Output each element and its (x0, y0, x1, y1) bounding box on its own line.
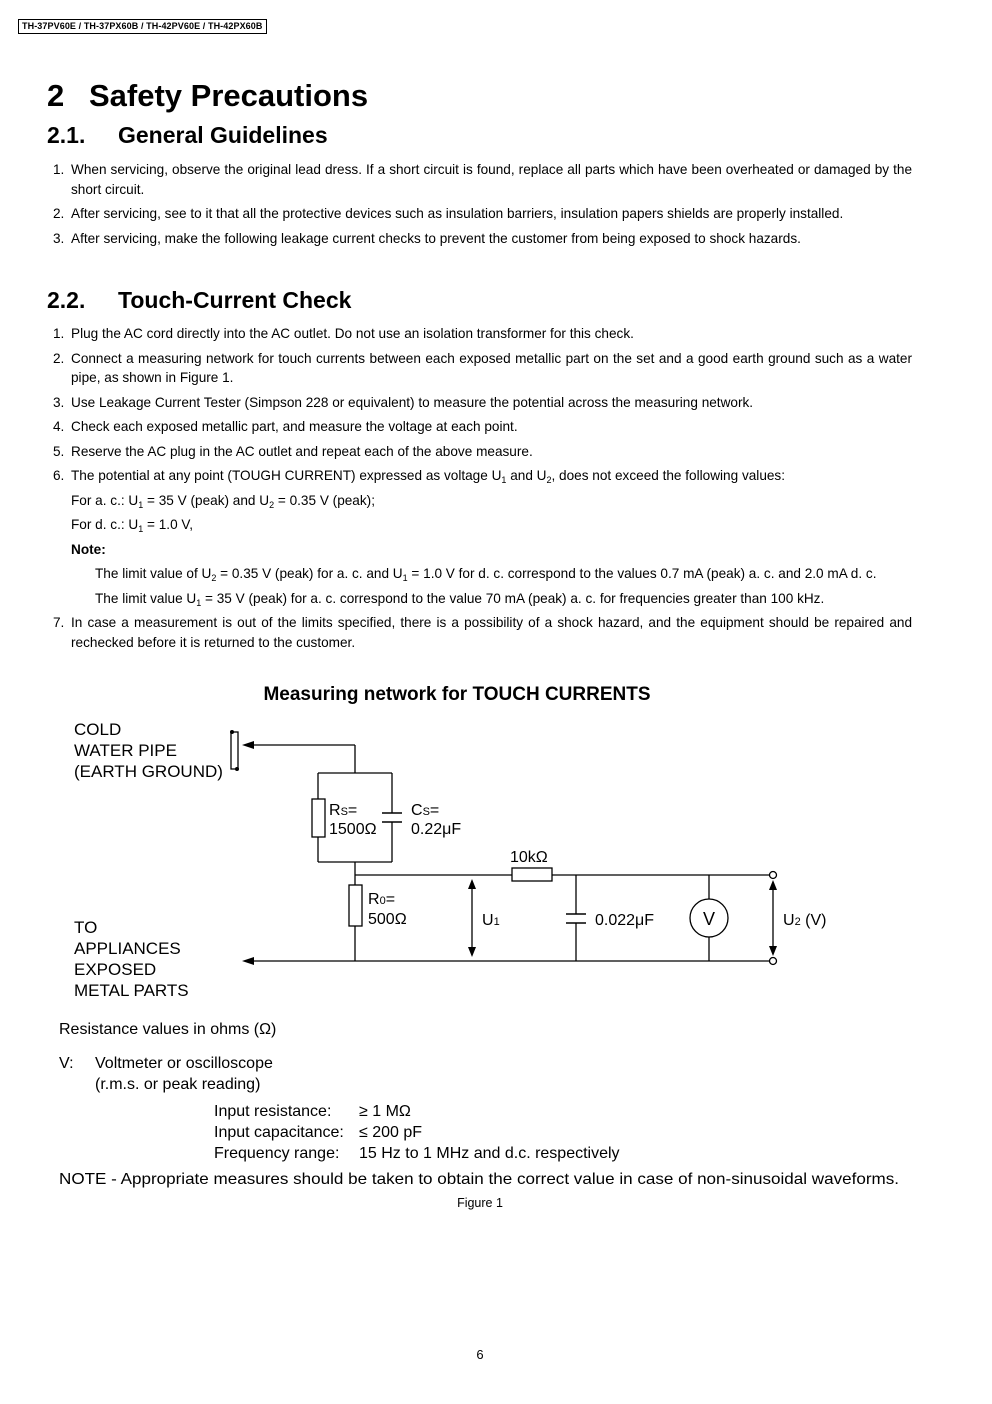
subscript: 1 (493, 916, 500, 928)
list-item: 7. In case a measurement is out of the limits specified, there is a possibility of a shock hazard, and the equipment should be repaired and rechecked before it is returned to the customer. (53, 615, 912, 650)
subscript: S (422, 806, 430, 818)
voltmeter-desc-1: Voltmeter or oscilloscope (95, 1055, 273, 1072)
subscript: 1 (501, 475, 507, 485)
terminal-bottom (770, 958, 777, 965)
chapter-number: 2 (47, 78, 65, 113)
list-item: 3. After servicing, make the following leakage current checks to prevent the customer from being exposed to shock hazards. (53, 230, 801, 246)
subscript: 1 (138, 499, 144, 510)
section-number: 2.2. (47, 287, 86, 313)
list-item-text: Connect a measuring network for touch currents between each exposed metallic part on the set and a good earth ground such as a water pipe, as shown in Figure 1. (71, 350, 912, 385)
list-item: 1. Plug the AC cord directly into the AC outlet. Do not use an isolation transformer for this check. (53, 326, 634, 341)
rs-value: 1500Ω (329, 821, 377, 838)
c022-label: 0.022μF (595, 912, 655, 929)
label-line: EXPOSED (74, 960, 157, 979)
text-part: The limit value of U (95, 566, 212, 581)
model-header: TH-37PV60E / TH-37PX60B / TH-42PV60E / TH-42PX60B (18, 19, 267, 34)
subscript: 2 (546, 475, 552, 485)
u2-label (783, 912, 826, 929)
list-item: 6. The potential at any point (TOUGH CURRENT) expressed as voltage $U_1$ and $U_2$, does not exceed the following values: (53, 468, 786, 485)
subscript: 1 (138, 524, 144, 534)
r0-label (368, 891, 395, 908)
list-item-text: Plug the AC cord directly into the AC outlet. Do not use an isolation transformer for this check. (71, 326, 634, 341)
text-part: = 0.35 V (peak) for a. c. and U (216, 566, 403, 581)
r10k-label: 10kΩ (510, 849, 548, 866)
spec-value: ≥ 1 MΩ (359, 1103, 411, 1120)
section-title-text: General Guidelines (118, 122, 328, 148)
components (312, 799, 777, 965)
subscript: 2 (211, 573, 217, 583)
label-line: WATER PIPE (74, 741, 177, 760)
subscript: 2 (794, 916, 801, 928)
appliances-label (74, 918, 189, 1000)
r0-value: 500Ω (368, 911, 407, 928)
cs-label (411, 802, 439, 819)
text-part: The potential at any point (TOUGH CURRENT) expressed as voltage U (71, 468, 502, 483)
label-line: (EARTH GROUND) (74, 762, 223, 781)
list-item-text: After servicing, make the following leakage current checks to prevent the customer from being exposed to shock hazards. (71, 230, 801, 246)
list-item: 5. Reserve the AC plug in the AC outlet and repeat each of the above measure. (53, 443, 533, 459)
list-item-text: After servicing, see to it that all the protective devices such as insulation barriers, insulation papers shields are properly installed. (71, 206, 844, 221)
text-part: and U (506, 468, 547, 483)
label-line: METAL PARTS (74, 981, 189, 1000)
eq-sign: = (385, 891, 396, 908)
text-part: For d. c.: U (71, 517, 139, 532)
resistance-note: Resistance values in ohms (Ω) (59, 1021, 277, 1038)
subscript: S (340, 806, 348, 818)
text-part: , does not exceed the following values: (551, 468, 786, 483)
spec-value: ≤ 200 pF (359, 1124, 423, 1141)
spec-label: Input capacitance: (214, 1124, 344, 1141)
cs-value: 0.22μF (411, 821, 462, 838)
section-title-text: Touch-Current Check (118, 287, 352, 313)
voltmeter-desc-2: (r.m.s. or peak reading) (95, 1076, 261, 1093)
text-part: = 0.35 V (peak); (274, 492, 375, 508)
spec-value: 15 Hz to 1 MHz and d.c. respectively (359, 1145, 620, 1162)
text-part: For a. c.: U (71, 492, 139, 508)
u2-unit: (V) (800, 912, 827, 929)
note-label: Note: (71, 541, 106, 557)
u1-label (482, 912, 500, 929)
list-item-text: Reserve the AC plug in the AC outlet and repeat each of the above measure. (71, 443, 533, 459)
chapter-title-text: Safety Precautions (89, 78, 369, 113)
cs-letter: C (411, 802, 423, 819)
subscript: 1 (402, 573, 408, 583)
section-number: 2.1. (47, 122, 86, 148)
list-item-text: Check each exposed metallic part, and measure the voltage at each point. (71, 419, 518, 434)
list-item-text: When servicing, observe the original lead dress. If a short circuit is found, replace all parts which have been overheated or damaged by the short circuit. (71, 162, 912, 197)
subscript: 2 (269, 499, 275, 510)
list-item: 3. Use Leakage Current Tester (Simpson 228 or equivalent) to measure the potential across the measuring network. (53, 394, 754, 410)
label-line: APPLIANCES (74, 939, 181, 958)
resistor-10k (512, 868, 552, 881)
rs-label (329, 802, 357, 819)
figure-title: Measuring network for TOUCH CURRENTS (263, 684, 651, 705)
u-letter: U (482, 912, 494, 929)
r0-letter: R (368, 891, 380, 908)
spec-label: Frequency range: (214, 1145, 340, 1162)
text-part: = 1.0 V, (143, 517, 194, 532)
pipe-symbol (231, 732, 238, 769)
subscript: 0 (379, 895, 386, 907)
resistor-rs (312, 799, 325, 837)
resistor-r0 (349, 885, 362, 926)
list-item: 4. Check each exposed metallic part, and measure the voltage at each point. (53, 419, 518, 434)
spec-label: Input resistance: (214, 1103, 332, 1120)
figure-note: NOTE - Appropriate measures should be taken to obtain the correct value in case of non-sinusoidal waveforms. (59, 1171, 900, 1188)
u-letter: U (783, 912, 795, 929)
voltmeter-label: V (702, 909, 716, 929)
terminal-top (770, 872, 777, 879)
rs-letter: R (329, 802, 341, 819)
text-part: = 35 V (peak) for a. c. correspond to the value 70 mA (peak) a. c. for frequencies greater than 100 kHz. (201, 590, 825, 606)
text-part: The limit value U (95, 590, 197, 606)
label-line: TO (74, 918, 98, 937)
list-item: 2. After servicing, see to it that all the protective devices such as insulation barriers, insulation papers shields are properly installed. (53, 206, 844, 221)
figure-caption: Figure 1 (457, 1196, 503, 1210)
label-line: COLD (74, 720, 122, 739)
subscript: 1 (196, 597, 202, 608)
text-part: = 35 V (peak) and U (143, 492, 270, 508)
cold-water-pipe-label (74, 720, 223, 781)
page-number: 6 (476, 1347, 484, 1362)
text-part: = 1.0 V for d. c. correspond to the values 0.7 mA (peak) a. c. and 2.0 mA d. c. (407, 566, 877, 581)
v-label: V: (59, 1055, 74, 1072)
list-item: 2. Connect a measuring network for touch currents between each exposed metallic part on the set and a good earth ground such as a water pipe, as shown in Figure 1. (53, 350, 912, 385)
list-item-text: Use Leakage Current Tester (Simpson 228 or equivalent) to measure the potential across the measuring network. (71, 394, 754, 410)
list-item-text: In case a measurement is out of the limits specified, there is a possibility of a shock hazard, and the equipment should be repaired and rechecked before it is returned to the customer. (71, 615, 912, 650)
eq-sign: = (347, 802, 358, 819)
eq-sign: = (429, 802, 440, 819)
list-item: 1. When servicing, observe the original lead dress. If a short circuit is found, replace all parts which have been overheated or damaged by the short circuit. (53, 162, 912, 197)
